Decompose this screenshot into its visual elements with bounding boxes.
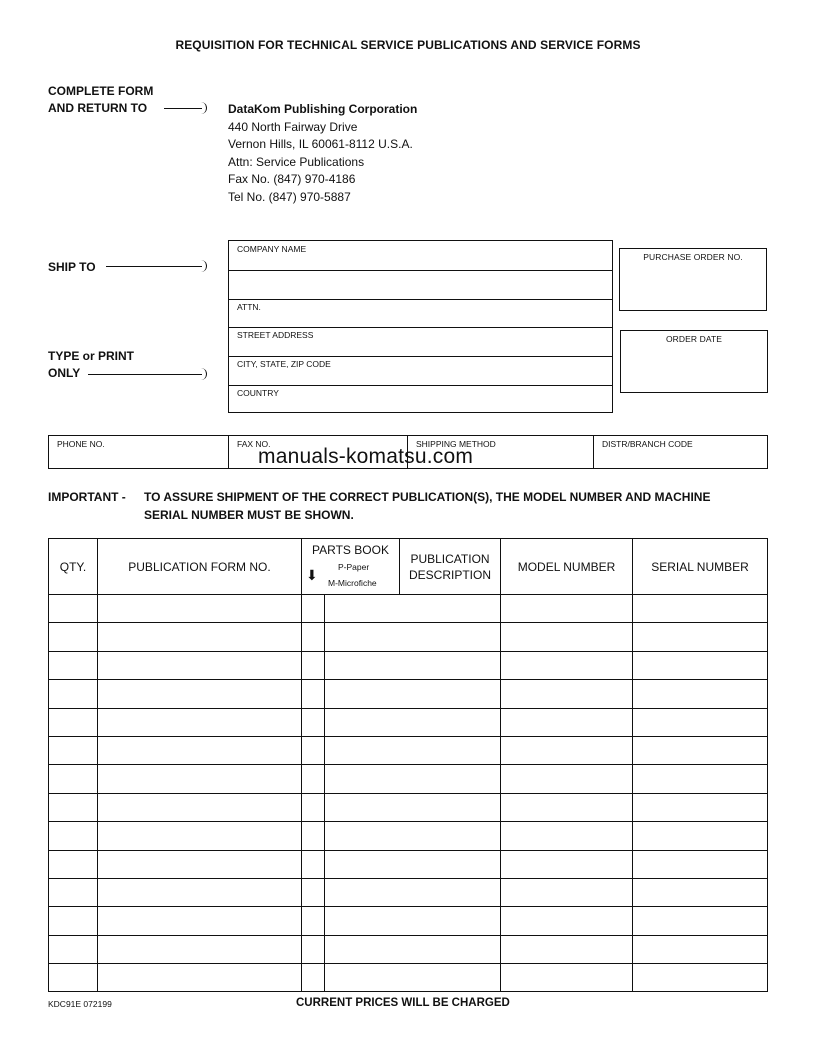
qty-cell[interactable] [49,736,98,764]
table-row [49,907,768,935]
form-no-cell[interactable] [98,736,302,764]
address-attn: Attn: Service Publications [228,154,365,169]
description-cell[interactable] [325,907,501,935]
model-cell[interactable] [501,793,633,821]
ship-field-company[interactable] [229,241,612,271]
qty-cell[interactable] [49,680,98,708]
serial-cell[interactable] [633,878,768,906]
parts-book-type-cell[interactable] [302,595,325,623]
paper-option-label: P-Paper [338,562,370,572]
model-cell[interactable] [501,680,633,708]
ship-field-label: CITY, STATE, ZIP CODE [237,359,331,369]
table-row [49,850,768,878]
form-no-cell[interactable] [98,708,302,736]
microfiche-option-label: M-Microfiche [328,578,377,588]
watermark: manuals-komatsu.com [258,445,474,468]
important-text [144,488,784,524]
description-cell[interactable] [325,964,501,992]
qty-cell[interactable] [49,935,98,963]
important-notice [48,488,788,528]
model-cell[interactable] [501,935,633,963]
qty-cell[interactable] [49,850,98,878]
model-cell[interactable] [501,907,633,935]
model-cell[interactable] [501,878,633,906]
model-cell[interactable] [501,736,633,764]
ship-field-attn[interactable] [229,299,612,328]
parts-book-type-cell[interactable] [302,765,325,793]
parts-book-type-cell[interactable] [302,907,325,935]
address-line2: Vernon Hills, IL 60061-8112 U.S.A. [228,137,413,152]
col-parts-book [302,539,400,595]
table-row [49,793,768,821]
order-date-label: ORDER DATE [665,334,723,344]
description-cell[interactable] [325,878,501,906]
description-cell[interactable] [325,736,501,764]
return-pointer-brace [200,102,207,114]
parts-book-type-cell[interactable] [302,680,325,708]
ship-to-pointer-line [106,266,202,267]
form-no-cell[interactable] [98,623,302,651]
qty-cell[interactable] [49,878,98,906]
model-cell[interactable] [501,765,633,793]
type-pointer-line [88,374,202,375]
return-address [228,101,417,207]
type-label-line2: ONLY [48,366,81,380]
address-fax: Fax No. (847) 970-4186 [228,172,356,187]
important-text-line2: SERIAL NUMBER MUST BE SHOWN. [144,508,354,522]
table-row [49,822,768,850]
serial-cell[interactable] [633,736,768,764]
parts-book-type-cell[interactable] [302,651,325,679]
table-header-row [49,539,768,595]
description-cell[interactable] [325,651,501,679]
important-label: IMPORTANT - [48,490,126,504]
purchase-order-label: PURCHASE ORDER NO. [643,252,743,262]
qty-cell[interactable] [49,651,98,679]
description-cell[interactable] [325,822,501,850]
return-pointer-line [164,108,202,109]
qty-cell[interactable] [49,623,98,651]
pricing-note: CURRENT PRICES WILL BE CHARGED [296,997,510,1009]
ship-field-country[interactable] [229,385,612,412]
parts-book-label: PARTS BOOK [312,543,389,557]
serial-cell[interactable] [633,964,768,992]
table-row [49,964,768,992]
description-cell[interactable] [325,595,501,623]
type-pointer-brace [200,368,207,380]
form-no-cell[interactable] [98,595,302,623]
form-no-cell[interactable] [98,651,302,679]
serial-cell[interactable] [633,765,768,793]
down-arrow-icon: ⬇ [306,567,318,583]
description-cell[interactable] [325,793,501,821]
table-row [49,623,768,651]
parts-book-type-cell[interactable] [302,822,325,850]
col-form-no: PUBLICATION FORM NO. [98,539,302,595]
serial-cell[interactable] [633,595,768,623]
address-tel: Tel No. (847) 970-5887 [228,189,351,204]
order-date-field[interactable] [620,330,768,393]
form-no-cell[interactable] [98,680,302,708]
type-label-line1: TYPE or PRINT [48,349,135,363]
serial-cell[interactable] [633,680,768,708]
table-row [49,736,768,764]
ship-field-company-line2[interactable] [229,270,612,300]
col-qty: QTY. [49,539,98,595]
model-cell[interactable] [501,708,633,736]
form-code: KDC91E 072199 [48,999,112,1009]
return-label-line2: AND RETURN TO [48,101,148,115]
table-row [49,935,768,963]
description-label-line2: DESCRIPTION [408,567,491,582]
qty-cell[interactable] [49,793,98,821]
form-no-cell[interactable] [98,793,302,821]
qty-cell[interactable] [49,964,98,992]
publications-table-body [49,595,768,992]
serial-cell[interactable] [633,651,768,679]
model-cell[interactable] [501,822,633,850]
important-text-line1: TO ASSURE SHIPMENT OF THE CORRECT PUBLICATION(S), THE MODEL NUMBER AND MACHINE [144,490,711,504]
serial-cell[interactable] [633,708,768,736]
ship-to-label: SHIP TO [48,260,96,274]
model-cell[interactable] [501,651,633,679]
serial-cell[interactable] [633,907,768,935]
form-no-cell[interactable] [98,850,302,878]
parts-book-type-cell[interactable] [302,935,325,963]
description-cell[interactable] [325,708,501,736]
shipping-method-label: SHIPPING METHOD [416,439,496,449]
description-cell[interactable] [325,623,501,651]
ship-field-label: ATTN. [237,302,261,312]
table-row [49,878,768,906]
form-no-cell[interactable] [98,907,302,935]
form-no-cell[interactable] [98,822,302,850]
parts-book-type-cell[interactable] [302,793,325,821]
return-label-line1: COMPLETE FORM [48,84,154,98]
serial-cell[interactable] [633,793,768,821]
description-label-line1: PUBLICATION [410,551,490,566]
description-cell[interactable] [325,850,501,878]
ship-to-pointer-brace [200,260,207,272]
branch-code-field[interactable] [594,436,767,468]
parts-book-type-cell[interactable] [302,878,325,906]
branch-code-label: DISTR/BRANCH CODE [602,439,693,449]
parts-book-type-cell[interactable] [302,623,325,651]
ship-field-label: STREET ADDRESS [237,330,314,340]
phone-label: PHONE NO. [57,439,105,449]
form-no-cell[interactable] [98,765,302,793]
qty-cell[interactable] [49,907,98,935]
qty-cell[interactable] [49,708,98,736]
qty-cell[interactable] [49,822,98,850]
parts-book-type-cell[interactable] [302,964,325,992]
ship-to-box [228,240,613,413]
table-row [49,765,768,793]
model-cell[interactable] [501,850,633,878]
description-cell[interactable] [325,680,501,708]
form-title: REQUISITION FOR TECHNICAL SERVICE PUBLICATIONS AND SERVICE FORMS [175,38,641,52]
qty-cell[interactable] [49,765,98,793]
ship-field-label: COUNTRY [237,388,279,398]
table-row [49,651,768,679]
model-cell[interactable] [501,964,633,992]
serial-cell[interactable] [633,623,768,651]
parts-book-type-cell[interactable] [302,736,325,764]
model-cell[interactable] [501,595,633,623]
fax-label: FAX NO. [237,439,271,449]
address-line1: 440 North Fairway Drive [228,119,358,134]
phone-field[interactable] [49,436,229,468]
parts-book-type-cell[interactable] [302,708,325,736]
table-row [49,708,768,736]
serial-cell[interactable] [633,935,768,963]
form-no-cell[interactable] [98,878,302,906]
ship-field-street[interactable] [229,327,612,357]
description-cell[interactable] [325,765,501,793]
model-cell[interactable] [501,623,633,651]
publications-table [48,538,768,992]
parts-book-type-cell[interactable] [302,850,325,878]
company-name: DataKom Publishing Corporation [228,102,418,116]
col-description [400,539,501,595]
table-row [49,680,768,708]
table-row [49,595,768,623]
ship-field-label: COMPANY NAME [237,244,307,254]
serial-cell[interactable] [633,850,768,878]
col-model: MODEL NUMBER [501,539,633,595]
form-no-cell[interactable] [98,935,302,963]
form-no-cell[interactable] [98,964,302,992]
description-cell[interactable] [325,935,501,963]
ship-field-city[interactable] [229,356,612,386]
col-serial: SERIAL NUMBER [633,539,768,595]
purchase-order-field[interactable] [619,248,767,311]
serial-cell[interactable] [633,822,768,850]
qty-cell[interactable] [49,595,98,623]
